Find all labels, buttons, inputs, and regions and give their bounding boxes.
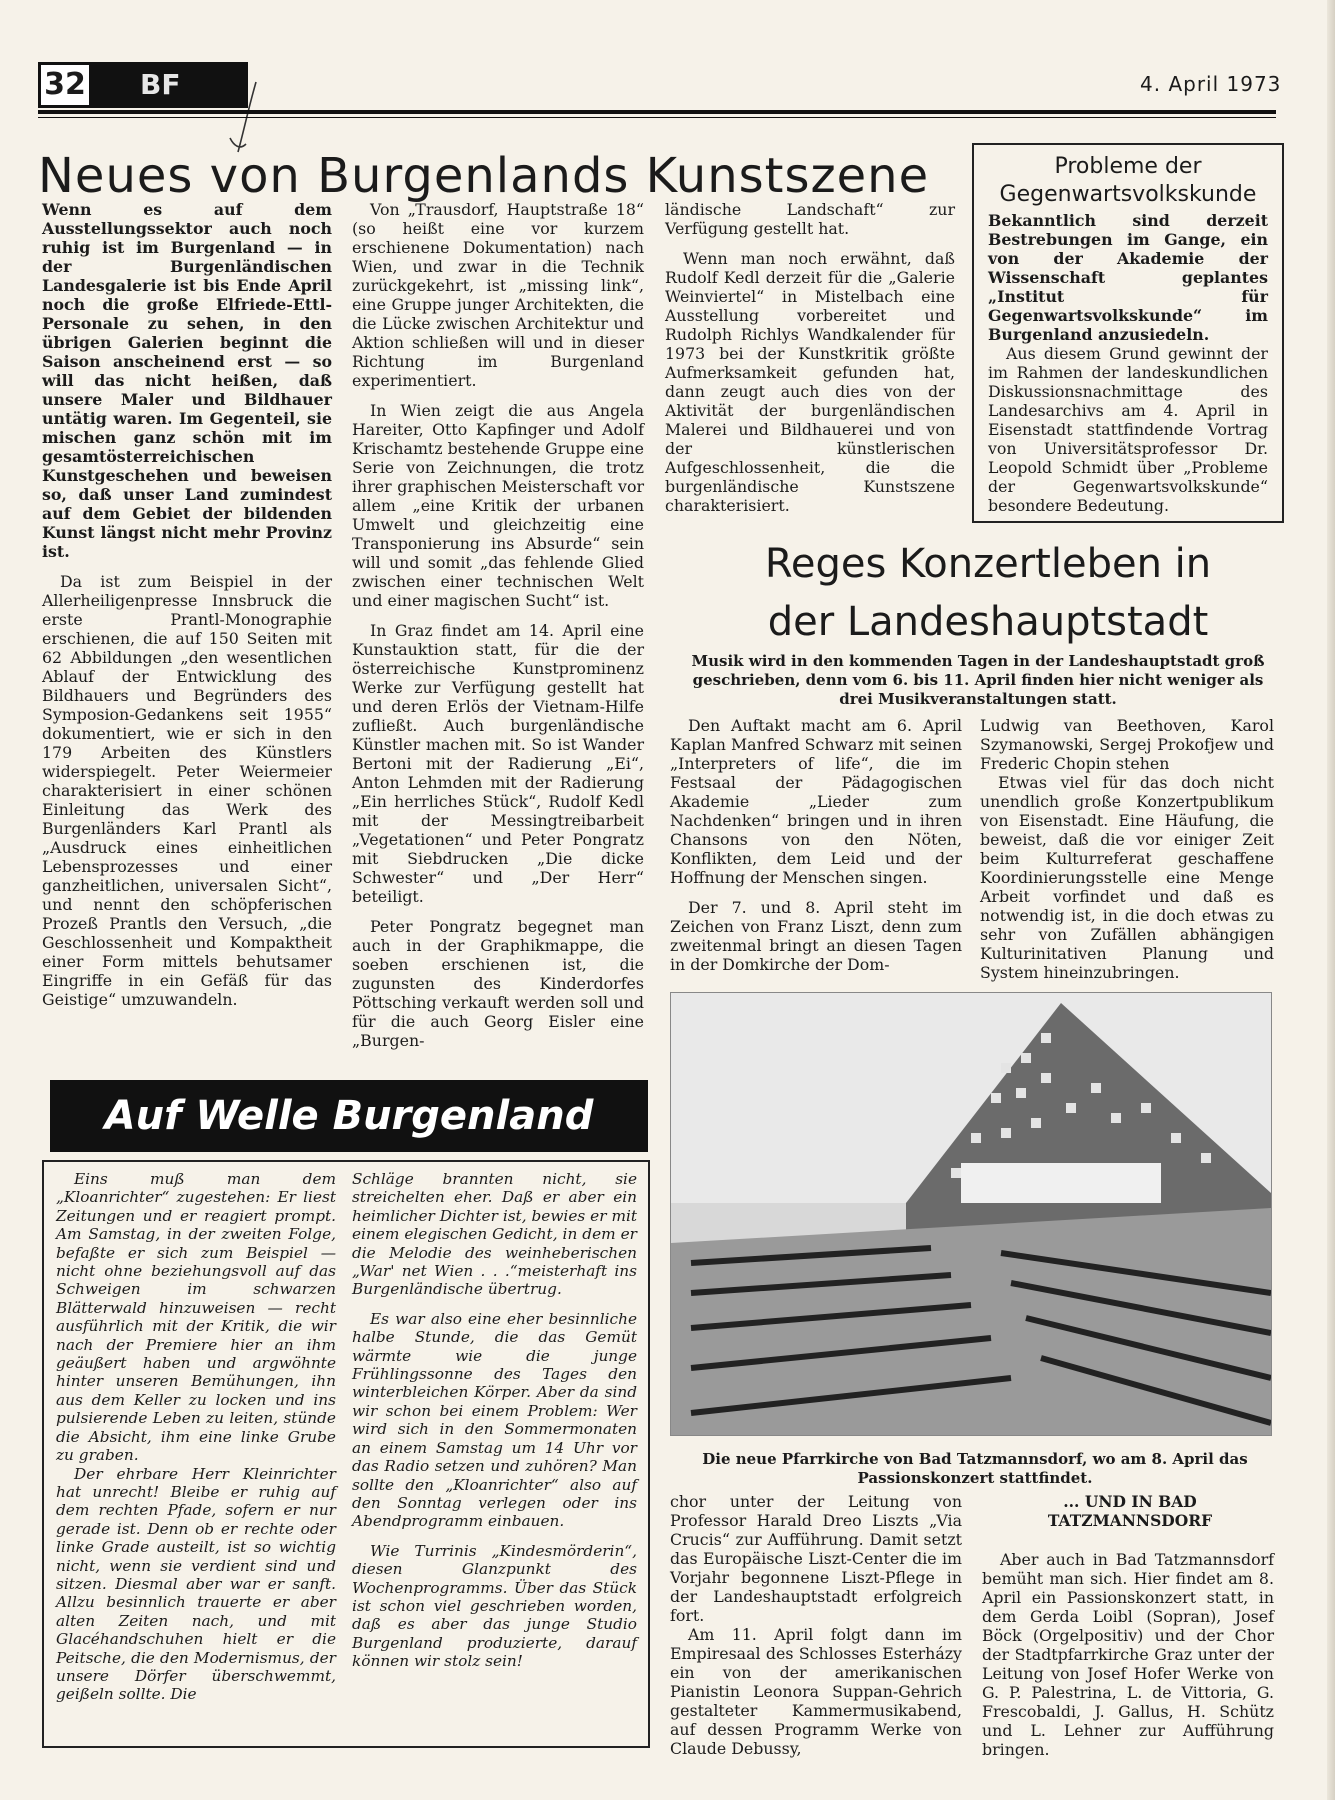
box-article-body [988, 211, 1268, 515]
concert-column-c [670, 1492, 962, 1758]
church-interior-image [671, 993, 1271, 1435]
concert-column-d [982, 1550, 1274, 1759]
welle-paragraph: Der ehrbare Herr Kleinrichter hat unrecht! Bleibe er ruhig auf dem rechten Pfade, sofern er nur gerade ist. Denn ob er rechte oder linke Grade austeilt, ist so wichtig nicht, wenn sie verdient sind und sitzen. Diesmal aber war er sanft. Allzu besinnlich trauerte er aber alten Zeiten nach, und mit Glacéhandschuhen hielt er die Peitsche, die den Modernismus, der unsere Dörfer überschwemmt, geißeln sollte. Die [56, 1464, 336, 1704]
concert-paragraph: Am 11. April folgt dann im Empiresaal des Schlosses Esterházy ein von der amerikanischen Pianistin Leonora Suppan-Gehrich gestalteter Kammermusikabend, auf dessen Programm Werke von Claude Debussy, [670, 1625, 962, 1758]
welle-column-b [352, 1170, 637, 1671]
main-article-paragraph: Da ist zum Beispiel in der Allerheiligenpresse Innsbruck die erste Prantl-Monographie erschienen, die auf 150 Seiten mit 62 Abbildungen „den wesentlichen Ablauf der Entwicklung des Bildhauers und Begründers des Symposion-Gedankens seit 1955“ dokumentiert, wie er sich in den 179 Arbeiten des Künstlers widerspiegelt. Peter Weiermeier charakterisiert in einer schönen Einleitung das Werk des Burgenländers Karl Prantl als „Ausdruck eines einheitlichen Lebensprozesses und einer ganzheitlichen, universalen Sicht“, und nennt den schöpferischen Prozeß Prantls den Versuch, „die Geschlossenheit und Kompaktheit einer Form mittels behutsamer Eingriffe in ein Gefäß für das Geistige“ umzuwandeln. [42, 572, 332, 1009]
main-article-column-1 [42, 200, 332, 1009]
main-article-lead: Wenn es auf dem Ausstellungssektor auch noch ruhig ist im Burgenland — in der Burgenländischen Landesgalerie ist bis Ende April noch die große Elfriede-Ettl-Personale zu sehen, in den übrigen Galerien beginnt die Saison anscheinend erst — so will das nicht heißen, daß unsere Maler und Bildhauer untätig waren. Im Gegenteil, sie mischen ganz schön mit im gesamtösterreichischen Kunstgeschehen und beweisen so, daß unser Land zumindest auf dem Gebiet der bildenden Kunst längst nicht mehr Provinz ist. [42, 200, 332, 561]
concert-paragraph: Ludwig van Beethoven, Karol Szymanowski, Sergej Prokofjew und Frederic Chopin stehen [980, 716, 1274, 773]
main-article-paragraph: Peter Pongratz begegnet man auch in der Graphikmappe, die soeben erschienen ist, die zugunsten des Kinderdorfes Pöttsching verkauft werden soll und für die auch Georg Eisler eine „Burgen- [352, 917, 644, 1050]
concert-paragraph: Etwas viel für das doch nicht unendlich große Konzertpublikum von Eisenstadt. Eine Häufung, die beweist, daß die vor einiger Zeit beim Kulturreferat geschaffene Koordinierungsstelle eine Menge Arbeit vorfindet und daß es notwendig ist, in die doch etwas zu sehr von Zufällen abhängigen Kulturinitativen Planung und System hineinzubringen. [980, 773, 1274, 982]
page-number: 32 [38, 62, 92, 108]
concert-column-b [980, 716, 1274, 982]
box-article-title: Probleme der Gegenwartsvolkskunde [999, 154, 1257, 207]
header-rule [38, 110, 1276, 114]
main-article-paragraph: Wenn man noch erwähnt, daß Rudolf Kedl derzeit für die „Galerie Weinviertel“ in Mistelbach eine Ausstellung vorbereitet und Rudolph Richlys Wandkalender für 1973 bei der Kunstkritik größte Aufmerksamkeit gefunden hat, dann zeugt auch dies von der Aktivität der burgenländischen Malerei und Bildhauerei und von der künstlerischen Aufgeschlossenheit, die die burgenländische Kunstszene charakterisiert. [665, 249, 955, 515]
photo-caption: Die neue Pfarrkirche von Bad Tatzmannsdorf, wo am 8. April das Passionskonzert stattfindet. [702, 1450, 1248, 1487]
concert-paragraph: Aber auch in Bad Tatzmannsdorf bemüht man sich. Hier findet am 8. April ein Passionskonzert statt, in dem Gerda Loibl (Sopran), Josef Böck (Orgelpositiv) und der Chor der Stadtpfarrkirche Graz unter der Leitung von Josef Hofer Werke von G. P. Palestrina, L. de Vittoria, G. Frescobaldi, J. Gallus, H. Schütz und L. Lehner zur Aufführung bringen. [982, 1550, 1274, 1759]
main-article-paragraph: In Graz findet am 14. April eine Kunstauktion statt, für die der österreichische Kunstprominenz Werke zur Verfügung gestellt hat und deren Erlös der Vietnam-Hilfe zufließt. Auch burgenländische Künstler machen mit. So ist Wander Bertoni mit der Radierung „Ei“, Anton Lehmden mit der Radierung „Ein herrliches Stück“, Rudolf Kedl mit der Messingtreibarbeit „Vegetationen“ und Peter Pongratz mit Siebdrucken „Die dicke Schwester“ und „Der Herr“ beteiligt. [352, 621, 644, 906]
main-article-paragraph: Von „Trausdorf, Hauptstraße 18“ (so heißt eine vor kurzem erschienene Dokumentation) nach Wien, und zwar in die Technik zurückgekehrt, ist „missing link“, eine Gruppe junger Architekten, die die Lücke zwischen Architektur und Aktion schließen will und in dieser Richtung im Burgenland experimentiert. [352, 200, 644, 390]
concert-paragraph: Der 7. und 8. April steht im Zeichen von Franz Liszt, denn zum zweitenmal bringt an diesen Tagen in der Domkirche der Dom- [670, 898, 962, 974]
welle-title: Auf Welle Burgenland [104, 1093, 594, 1139]
concert-article-title: Reges Konzertleben in der Landeshauptstadt [764, 541, 1212, 645]
concert-paragraph: chor unter der Leitung von Professor Harald Dreo Liszts „Via Crucis“ zur Aufführung. Damit setzt das Europäische Liszt-Center die im Vorjahr begonnene Liszt-Pflege in der Landeshauptstadt erfolgreich fort. [670, 1492, 962, 1625]
concert-column-a [670, 716, 962, 974]
welle-paragraph: Eins muß man dem „Kloanrichter“ zugestehen: Er liest Zeitungen und er reagiert prompt. Am Samstag, in der zweiten Folge, befaßte er sich zum Beispiel — nicht ohne beziehungsvoll auf das Schweigen im schwarzen Blätterwald hinzuweisen — recht ausführlich mit der Kritik, die wir nach der Premiere hier an ihm geäußert haben und argwöhnte hinter unseren Bemühungen, ihn aus dem Keller zu locken und ins pulsierende Leben zu leiten, stünde die Absicht, ihm eine linke Grube zu graben. [56, 1170, 336, 1465]
box-article-lead: Bekanntlich sind derzeit Bestrebungen im Gange, ein von der Akademie der Wissenschaft geplantes „Institut für Gegenwartsvolkskunde“ im Burgenland anzusiedeln. [988, 211, 1268, 344]
main-article-title: Neues von Burgenlands Kunstszene [38, 148, 930, 204]
header-rule-thin [38, 117, 1276, 118]
main-article-column-3 [665, 200, 955, 515]
issue-date: 4. April 1973 [1140, 72, 1282, 96]
box-article-paragraph: Aus diesem Grund gewinnt der im Rahmen der landeskundlichen Diskussionsnachmittage des Landesarchivs am 4. April in Eisenstadt stattfindende Vortrag von Universitätsprofessor Dr. Leopold Schmidt über „Probleme der Gegenwartsvolkskunde“ besondere Bedeutung. [988, 344, 1268, 515]
welle-column-a [56, 1170, 336, 1704]
main-article-paragraph: In Wien zeigt die aus Angela Hareiter, Otto Kapfinger und Adolf Krischamtz bestehende Gruppe eine Serie von Zeichnungen, die trotz ihrer graphischen Meisterschaft vor allem „eine Kritik der urbanen Umwelt und gleichzeitig eine Transponierung ins Absurde“ sein will und somit „das fehlende Glied zwischen einer technischen Welt und einer magischen Sucht“ ist. [352, 401, 644, 610]
tatzmannsdorf-subheading: ... UND IN BAD TATZMANNSDORF [1047, 1492, 1213, 1530]
concert-article-lead: Musik wird in den kommenden Tagen in der Landeshauptstadt groß geschrieben, denn vom 6. bis 11. April finden hier nicht weniger als drei Musikveranstaltungen statt. [691, 652, 1265, 708]
concert-paragraph: Den Auftakt macht am 6. April Kaplan Manfred Schwarz mit seinen „Interpreters of life“, die im Festsaal der Pädagogischen Akademie „Lieder zum Nachdenken“ bringen und in ihren Chansons von den Nöten, Konflikten, dem Leid und der Hoffnung der Menschen singen. [670, 716, 962, 887]
section-label: BF [92, 62, 248, 108]
church-photo [670, 992, 1272, 1436]
welle-paragraph: Es war also eine eher besinnliche halbe Stunde, die das Gemüt wärmte wie die junge Frühlingssonne des Tages den winterbleichen Körper. Aber da sind wir schon bei einem Problem: Wer wird sich in den Sommermonaten an einem Samstag um 14 Uhr vor das Radio setzen und zuhören? Man sollte den „Kloanrichter“ also auf den Sonntag verlegen oder ins Abendprogramm einbauen. [352, 1309, 637, 1531]
page-edge [1327, 0, 1335, 1800]
welle-paragraph: Schläge brannten nicht, sie streichelten eher. Daß er aber ein heimlicher Dichter ist, bewies er mit einem elegischen Gedicht, in dem er die Melodie des weinheberischen „War' net Wien . . .“meisterhaft ins Burgenländische übertrug. [352, 1170, 637, 1299]
main-article-column-2 [352, 200, 644, 1050]
welle-paragraph: Wie Turrinis „Kindesmörderin“, diesen Glanzpunkt des Wochenprogramms. Über das Stück ist schon viel geschrieben worden, daß es aber das junge Studio Burgenland produzierte, darauf können wir stolz sein! [352, 1541, 637, 1671]
main-article-paragraph: ländische Landschaft“ zur Verfügung gestellt hat. [665, 200, 955, 238]
